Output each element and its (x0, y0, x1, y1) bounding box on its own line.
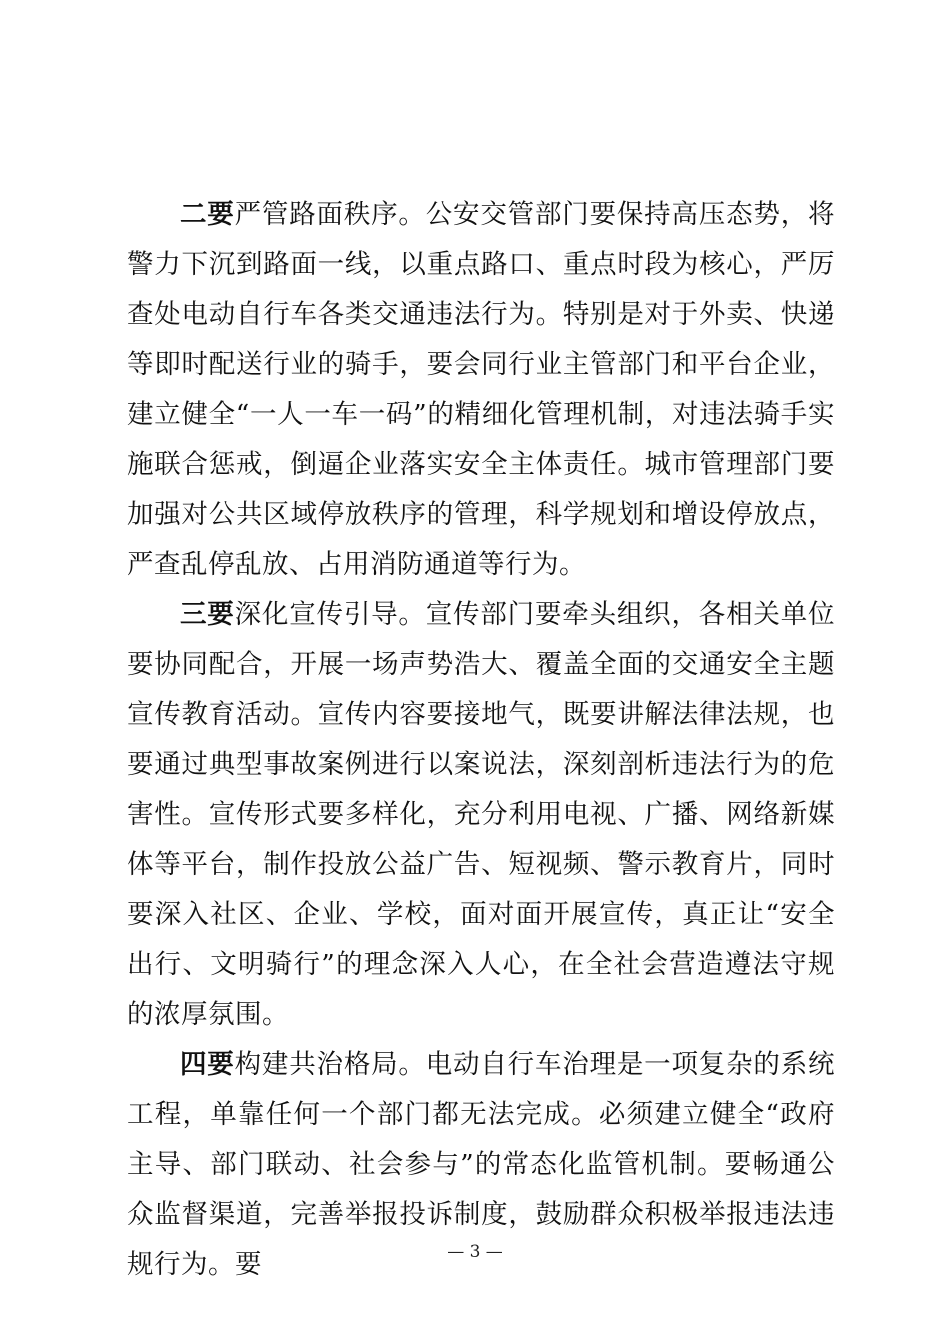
page-number: — 3 — (447, 1242, 503, 1262)
paragraph-text: 深化宣传引导。宣传部门要牵头组织，各相关单位要协同配合，开展一场声势浩大、覆盖全面的交通安全主题宣传教育活动。宣传内容要接地气，既要讲解法律法规，也要通过典型事故案例进行以案说法，深刻剖析违法行为的危害性。宣传形式要多样化，充分利用电视、广播、网络新媒体等平台，制作投放公益广告、短视频、警示教育片，同时要深入社区、企业、学校，面对面开展宣传，真正让“安全出行、文明骑行”的理念深入人心，在全社会营造遵法守规的浓厚氛围。 (127, 599, 836, 1030)
paragraph-text: 构建共治格局。电动自行车治理是一项复杂的系统工程，单靠任何一个部门都无法完成。必须建立健全“政府主导、部门联动、社会参与”的常态化监管机制。要畅通公众监督渠道，完善举报投诉制度，鼓励群众积极举报违法违规行为。要 (127, 1049, 836, 1280)
body-text (127, 190, 835, 1290)
paragraph-strict-road-order (127, 190, 835, 590)
paragraph-publicity-guidance (127, 590, 835, 1040)
paragraph-lead: 二要 (180, 199, 235, 230)
paragraph-text: 严管路面秩序。公安交管部门要保持高压态势，将警力下沉到路面一线，以重点路口、重点时段为核心，严厉查处电动自行车各类交通违法行为。特别是对于外卖、快递等即时配送行业的骑手，要会同行业主管部门和平台企业，建立健全“一人一车一码”的精细化管理机制，对违法骑手实施联合惩戒，倒逼企业落实安全主体责任。城市管理部门要加强对公共区域停放秩序的管理，科学规划和增设停放点，严查乱停乱放、占用消防通道等行为。 (127, 199, 836, 580)
paragraph-lead: 四要 (180, 1049, 235, 1080)
paragraph-lead: 三要 (180, 599, 235, 630)
